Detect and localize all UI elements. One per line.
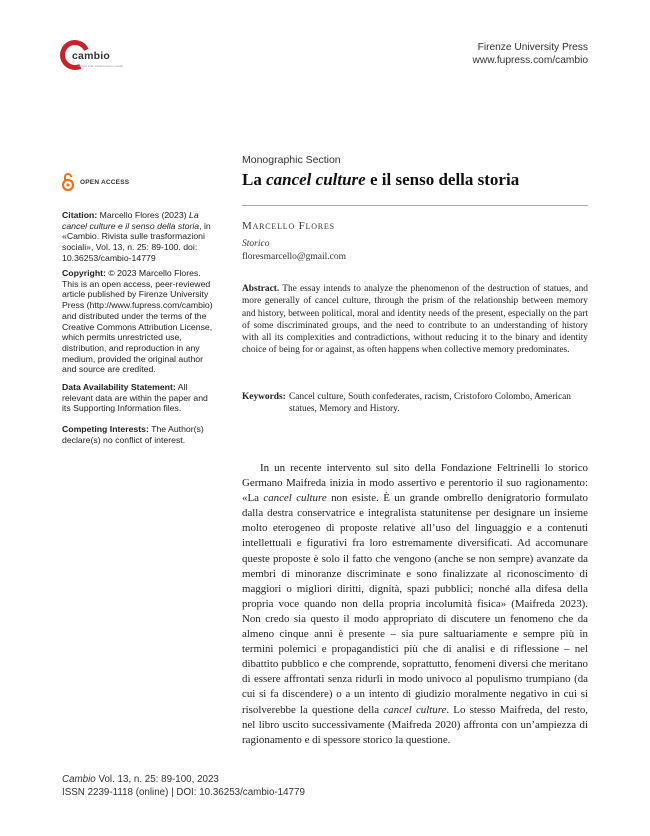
footer-issn: ISSN 2239-1118 (online) | DOI: 10.36253/cambio-14779 [62,786,305,798]
body-paragraph [242,461,588,748]
author-role: Storico [242,239,270,249]
body-text-3: . Lo stesso Maifreda, del resto, nel libro uscito successivamente (Maifreda 2020) affronta con un’ampiezza di ragionamento e di spessore storico la questione. [242,703,588,746]
keywords-text: Cancel culture, South confederates, racism, Cristoforo Colombo, American statues, Memory and History. [289,392,571,415]
page-footer [62,774,305,799]
journal-logo [60,40,130,80]
title-italic: cancel culture [266,170,366,189]
copyright-label: Copyright: [62,268,106,278]
abstract-text: The essay intends to analyze the phenomenon of the destruction of statues, and more generally of cancel culture, through the prism of the relationship between memory and history, between political, moral and identity needs of the present, especially on the part of some discriminated groups, and the need to contribute to an understanding of history with all its complexities and contradictions, without reducing it to the binary and identity choice of being for or against, as often happens when collective memory predominates. [242,284,588,356]
publisher-name: Firenze University Press [477,42,588,53]
body-text-2: non esiste. È un grande ombrello denigratorio formulato dalla destra conservatrice e integralista statunitense per designare un insieme molto eterogeneo di proposte relative all’uso del linguaggio e a contenuti intellettuali e figurativi fra loro estremamente diversificati. Ad accomunare queste proposte è solo il fatto che vengono (anche se non sempre) avanzate da membri di minoranze discriminate e sono finalizzate al riconoscimento di maggiori o migliori diritti, dignità, spazi pubblici; nonché alla difesa della propria voce quando non della propria incolumità fisica» (Maifreda 2023). Non credo sia questo il modo appropriato di discutere un fenomeno che da almeno cinque anni è presente – sia pure saltuariamente e sempre più in termini polemici e propagandistici più che di analisi e di riflessione – nel dibattito pubblico e che comprende, soprattutto, fenomeni diversi che meritano di essere affrontati senza ridurli in modo univoco al populismo trumpiano (da cui si fa discendere) o a un intento di giudizio moralmente negativo in cui si risolverebbe la questione della [242,492,588,716]
body-italic-1: cancel culture [263,492,327,505]
copyright-block [62,268,218,375]
abstract [242,283,588,357]
title-pre: La [242,170,267,189]
abstract-label: Abstract. [242,284,280,294]
citation-block [62,210,218,264]
keywords-label: Keywords: [242,392,286,402]
data-availability-label: Data Availability Statement: [62,382,176,392]
copyright-text: © 2023 Marcello Flores. This is an open access, peer-reviewed article published by Firenze University Press (http://www.fupress.com/cambio) and distributed under the terms of the Creative Commons Attribution License, which permits unrestricted use, distribution, and reproduction in any medium, provided the original author and source are credited. [62,268,213,375]
citation-title: La cancel culture e il senso della storia [62,210,200,231]
competing-interests-block [62,424,218,445]
logo-tagline: Rivista sulle trasformazioni sociali [78,64,123,68]
competing-interests-label: Competing Interests: [62,424,149,434]
article-body [242,461,588,748]
body-text-1: In un recente intervento sul sito della Fondazione Feltrinelli lo storico Germano Maifreda inizia in modo assertivo e perentorio il suo ragionamento: «La [242,462,588,505]
footer-issue: Vol. 13, n. 25: 89-100, 2023 [95,774,219,785]
publisher-url[interactable]: www.fupress.com/cambio [472,55,588,66]
data-availability-text: All relevant data are within the paper and its Supporting Information files. [62,382,208,414]
open-access-label: OPEN ACCESS [80,179,130,186]
data-availability-block [62,382,218,414]
keywords [242,391,588,416]
open-access-lock-icon [62,172,74,192]
citation-text: Marcello Flores (2023) [99,210,187,220]
title-post: e il senso della storia [365,170,520,189]
publisher-block [473,41,589,67]
author-name: Marcello Flores [242,220,335,232]
citation-rest: , in «Cambio. Rivista sulle trasformazioni sociali», Vol. 13, n. 25: 89-100. doi: 10.36253/cambio-14779 [62,220,211,263]
section-label: Monographic Section [242,154,341,166]
citation-label: Citation: [62,210,98,220]
author-email[interactable]: floresmarcello@gmail.com [242,252,346,262]
competing-interests-text: The Author(s) declare(s) no conflict of interest. [62,424,204,445]
footer-journal: Cambio [62,774,96,785]
open-access-badge [62,175,182,191]
logo-wordmark: cambio [72,50,110,62]
article-title [242,170,519,190]
body-italic-2: cancel culture [383,703,447,716]
title-divider [242,205,588,206]
